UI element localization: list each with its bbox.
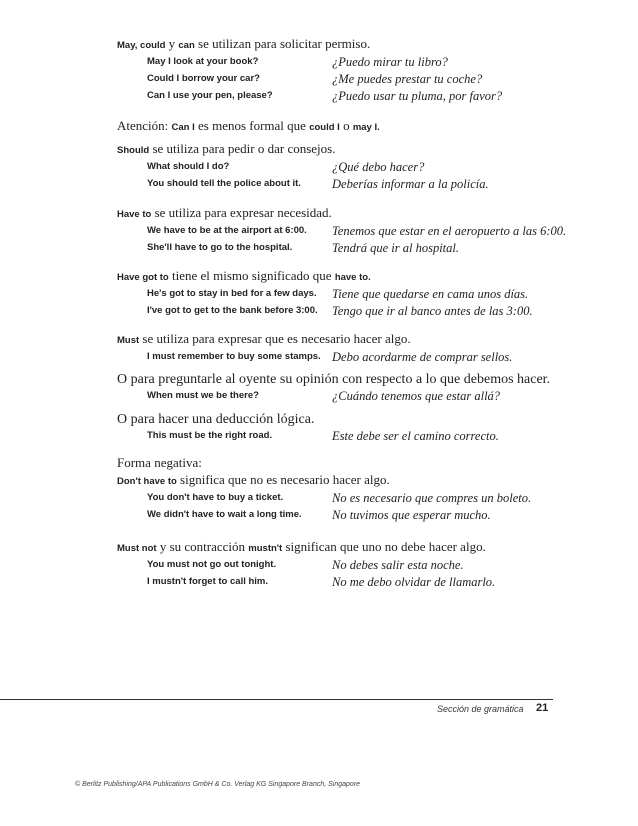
section-heading xyxy=(117,118,617,136)
example-row xyxy=(117,54,617,71)
spanish-translation: Este debe ser el camino correcto. xyxy=(332,429,499,443)
section-heading xyxy=(117,539,617,557)
section-heading xyxy=(117,412,617,428)
section-heading xyxy=(117,205,617,223)
spanish-translation: ¿Puedo usar tu pluma, por favor? xyxy=(332,89,503,103)
spanish-translation: No es necesario que compres un boleto. xyxy=(332,491,532,505)
page-number: 21 xyxy=(536,702,549,714)
spanish-translation: Deberías informar a la policía. xyxy=(332,177,489,191)
keyword-term: Must xyxy=(117,335,140,346)
grammar-section xyxy=(117,268,617,320)
english-example: Can I use your pen, please? xyxy=(147,90,273,101)
copyright-notice: © Berlitz Publishing/APA Publications GmbH & Co. Verlag KG Singapore Branch, Singapore xyxy=(75,781,361,788)
english-example: I mustn't forget to call him. xyxy=(147,576,269,587)
section-heading xyxy=(117,331,617,349)
grammar-section xyxy=(117,539,617,591)
footer-rule xyxy=(0,699,553,700)
spanish-translation: ¿Cuándo tenemos que estar allá? xyxy=(332,389,501,403)
spanish-translation: ¿Me puedes prestar tu coche? xyxy=(332,72,483,86)
section-heading xyxy=(117,372,617,388)
english-example: We have to be at the airport at 6:00. xyxy=(147,225,307,236)
grammar-section xyxy=(117,455,617,471)
heading-text: es menos formal que xyxy=(194,118,310,133)
grammar-section xyxy=(117,141,617,193)
section-heading xyxy=(117,455,617,471)
section-heading xyxy=(117,472,617,490)
english-example: You don't have to buy a ticket. xyxy=(147,492,284,503)
english-example: What should I do? xyxy=(147,161,230,172)
grammar-section xyxy=(117,472,617,524)
grammar-section xyxy=(117,118,617,136)
heading-text: se utiliza para pedir o dar consejos. xyxy=(149,141,336,156)
keyword-term: Should xyxy=(117,145,150,156)
heading-text: y su contracción xyxy=(156,539,249,554)
spanish-translation: Debo acordarme de comprar sellos. xyxy=(332,350,513,364)
spanish-translation: Tiene que quedarse en cama unos días. xyxy=(332,287,529,301)
example-row xyxy=(117,557,617,574)
english-example: This must be the right road. xyxy=(147,430,273,441)
example-row xyxy=(117,490,617,507)
english-example: May I look at your book? xyxy=(147,56,259,67)
example-row xyxy=(117,176,617,193)
section-heading xyxy=(117,141,617,159)
english-example: You should tell the police about it. xyxy=(147,178,301,189)
english-example: I must remember to buy some stamps. xyxy=(147,351,321,362)
example-row xyxy=(117,574,617,591)
section-heading xyxy=(117,268,617,286)
keyword-term: Must not xyxy=(117,543,157,554)
grammar-section xyxy=(117,36,617,105)
example-row xyxy=(117,349,617,366)
english-example: I've got to get to the bank before 3:00. xyxy=(147,305,318,316)
english-example: Could I borrow your car? xyxy=(147,73,260,84)
example-row xyxy=(117,71,617,88)
heading-text: y xyxy=(165,36,179,51)
keyword-term: may I. xyxy=(352,122,380,133)
spanish-translation: No tuvimos que esperar mucho. xyxy=(332,508,491,522)
keyword-term: have to. xyxy=(334,272,371,283)
grammar-section xyxy=(117,205,617,257)
heading-text: se utiliza para expresar que es necesario hacer algo. xyxy=(139,331,411,346)
keyword-term: Can I xyxy=(171,122,195,133)
english-example: When must we be there? xyxy=(147,390,259,401)
example-row xyxy=(117,88,617,105)
heading-text: se utiliza para expresar necesidad. xyxy=(151,205,332,220)
grammar-section xyxy=(117,372,617,405)
keyword-term: could I xyxy=(309,122,340,133)
spanish-translation: No debes salir esta noche. xyxy=(332,558,464,572)
heading-text: O para preguntarle al oyente su opinión con respecto a lo que debemos hacer. xyxy=(117,372,551,387)
english-example: She'll have to go to the hospital. xyxy=(147,242,293,253)
heading-text: o xyxy=(339,118,353,133)
grammar-section xyxy=(117,412,617,445)
example-row xyxy=(117,428,617,445)
english-example: You must not go out tonight. xyxy=(147,559,277,570)
keyword-term: mustn't xyxy=(248,543,283,554)
spanish-translation: Tengo que ir al banco antes de las 3:00. xyxy=(332,304,533,318)
grammar-section xyxy=(117,331,617,366)
english-example: He's got to stay in bed for a few days. xyxy=(147,288,317,299)
keyword-term: Have to xyxy=(117,209,152,220)
spanish-translation: Tenemos que estar en el aeropuerto a las 6:00. xyxy=(332,224,567,238)
example-row xyxy=(117,388,617,405)
heading-text: se utilizan para solicitar permiso. xyxy=(194,36,371,51)
heading-text: O para hacer una deducción lógica. xyxy=(117,412,315,427)
keyword-term: Don't have to xyxy=(117,476,177,487)
spanish-translation: ¿Puedo mirar tu libro? xyxy=(332,55,448,69)
heading-text: tiene el mismo significado que xyxy=(168,268,335,283)
footer-section-title: Sección de gramática xyxy=(437,704,524,714)
section-heading xyxy=(117,36,617,54)
example-row xyxy=(117,223,617,240)
spanish-translation: No me debo olvidar de llamarlo. xyxy=(332,575,496,589)
english-example: We didn't have to wait a long time. xyxy=(147,509,302,520)
heading-text: significan que uno no debe hacer algo. xyxy=(282,539,486,554)
example-row xyxy=(117,286,617,303)
heading-text: Atención: xyxy=(117,118,172,133)
example-row xyxy=(117,507,617,524)
keyword-term: can xyxy=(178,40,195,51)
heading-text: significa que no es necesario hacer algo. xyxy=(176,472,390,487)
example-row xyxy=(117,303,617,320)
example-row xyxy=(117,159,617,176)
spanish-translation: Tendrá que ir al hospital. xyxy=(332,241,459,255)
heading-text: Forma negativa: xyxy=(117,455,202,470)
keyword-term: Have got to xyxy=(117,272,169,283)
example-row xyxy=(117,240,617,257)
keyword-term: May, could xyxy=(117,40,166,51)
spanish-translation: ¿Qué debo hacer? xyxy=(332,160,425,174)
